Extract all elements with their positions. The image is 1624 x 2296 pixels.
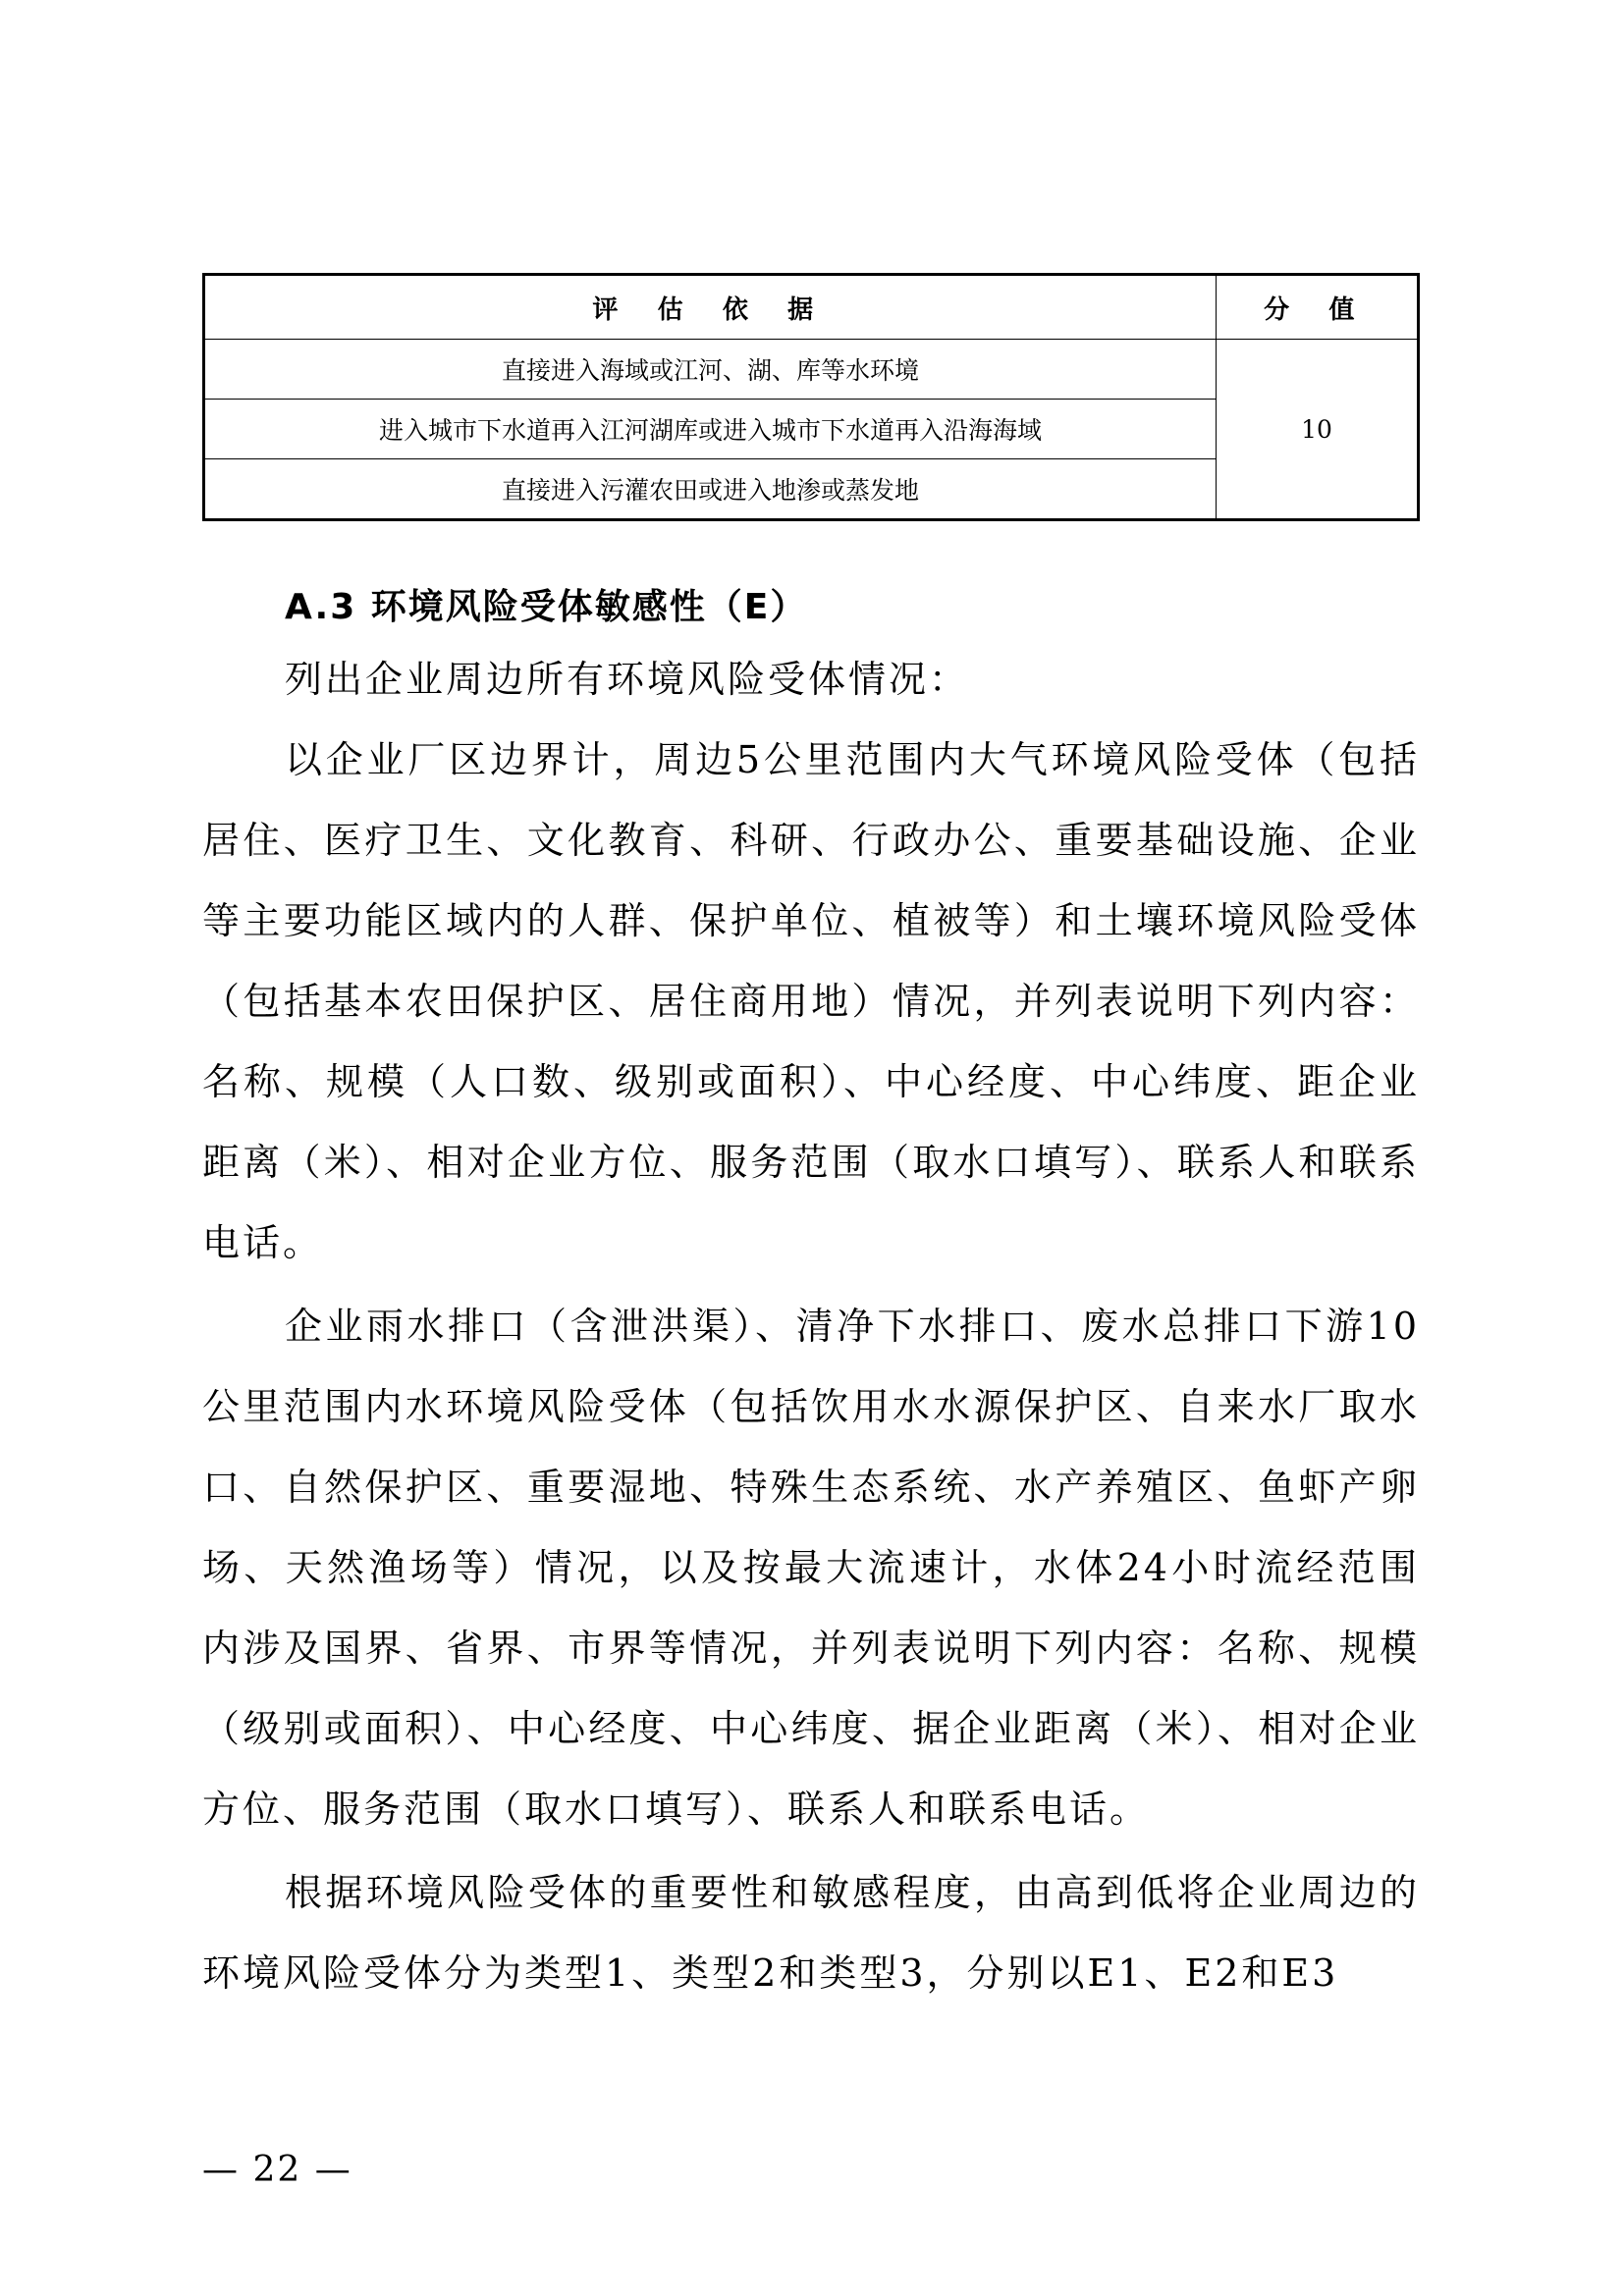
paragraph-water-receptors: 企业雨水排口（含泄洪渠）、清净下水排口、废水总排口下游10公里范围内水环境风险受体（包括饮用水水源保护区、自来水厂取水口、自然保护区、重要湿地、特殊生态系统、水产养殖区、鱼虾产卵场、天然渔场等）情况，以及按最大流速计，水体24小时流经范围内涉及国界、省界、市界等情况，并列表说明下列内容：名称、规模（级别或面积）、中心经度、中心纬度、据企业距离（米）、相对企业方位、服务范围（取水口填写）、联系人和联系电话。: [202, 1305, 1420, 1831]
assessment-table: [202, 273, 1420, 521]
paragraph-air-soil-receptors: 以企业厂区边界计，周边5公里范围内大气环境风险受体（包括居住、医疗卫生、文化教育、科研、行政办公、重要基础设施、企业等主要功能区域内的人群、保护单位、植被等）和土壤环境风险受体（包括基本农田保护区、居住商用地）情况，并列表说明下列内容：名称、规模（人口数、级别或面积）、中心经度、中心纬度、距企业距离（米）、相对企业方位、服务范围（取水口填写）、联系人和联系电话。: [202, 738, 1420, 1264]
header-score: 分 值: [1217, 275, 1419, 340]
header-basis: 评 估 依 据: [204, 275, 1217, 340]
paragraph-intro: 列出企业周边所有环境风险受体情况：: [285, 658, 970, 701]
table-header-row: [204, 275, 1419, 340]
table-row: [204, 340, 1419, 400]
criteria-cell: 直接进入污灌农田或进入地渗或蒸发地: [204, 459, 1217, 520]
paragraph-classification: 根据环境风险受体的重要性和敏感程度，由高到低将企业周边的环境风险受体分为类型1、类型2和类型3，分别以E1、E2和E3: [202, 1871, 1420, 1995]
page-number: — 22 —: [202, 2150, 352, 2190]
criteria-cell: 进入城市下水道再入江河湖库或进入城市下水道再入沿海海域: [204, 400, 1217, 459]
section-heading: A.3 环境风险受体敏感性（E）: [285, 587, 808, 627]
criteria-cell: 直接进入海域或江河、湖、库等水环境: [204, 340, 1217, 400]
score-cell: 10: [1217, 340, 1419, 520]
